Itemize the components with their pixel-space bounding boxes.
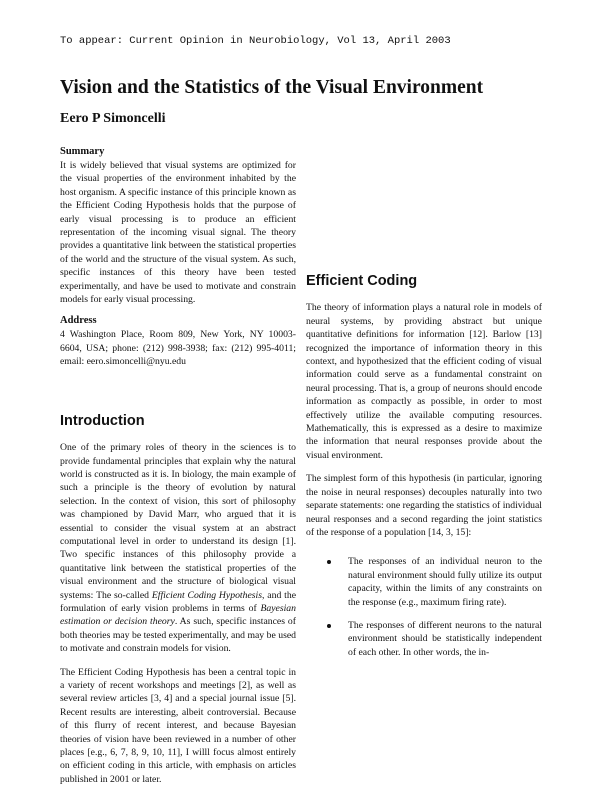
paper-title: Vision and the Statistics of the Visual Environment	[60, 77, 484, 98]
bullet-icon	[327, 624, 331, 628]
introduction-paragraph-1	[60, 441, 296, 656]
author-name: Eero P Simoncelli	[60, 111, 166, 126]
intro-text-3: . As such, specific instances of both theories may be tested experimentally, and may be used to motivate and constrain models for vision.	[60, 616, 296, 655]
efficient-coding-heading: Efficient Coding	[306, 273, 418, 289]
intro-text-2: , and the formulation of early vision problems in terms of	[60, 589, 296, 614]
running-header: To appear: Current Opinion in Neurobiology, Vol 13, April 2003	[60, 35, 451, 47]
intro-emphasis-efficient-coding: Efficient Coding Hypothesis	[151, 589, 262, 601]
list-item	[327, 555, 542, 609]
hypothesis-bullet-list	[306, 555, 542, 659]
address-heading: Address	[60, 315, 97, 327]
summary-heading: Summary	[60, 146, 105, 157]
efficient-coding-paragraph-1: The theory of information plays a natural role in models of neural systems, by providing abstract but unique quantitative definitions for information [12]. Barlow [13] recognized the importance of information theory in this context, and hypothesized that the efficient coding of visual information could serve as a fundamental constraint on neural processing. That is, a group of neurons should encode information as compactly as possible, in order to most effectively utilize the available computing resources. Mathematically, this is expressed as a desire to maximize the information that neural responses provide about the visual environment.	[306, 302, 542, 461]
introduction-paragraph-2: The Efficient Coding Hypothesis has been a central topic in a variety of recent workshops and meetings [2], as well as several review articles [3, 4] and a special journal issue [5]. Recent results are interesting, albeit controversial. Because of this flurry of recent interest, and because Bayesian theories of vision have been reviewed in a number of other places [e.g., 6, 7, 8, 9, 10, 11], I willl focus almost entirely on efficient coding in this article, with emphasis on articles published in 2001 or later.	[60, 666, 296, 785]
summary-text: It is widely believed that visual systems are optimized for the visual properties of the environment inhabited by the host organism. A specific instance of this principle known as the Efficient Coding Hypothesis holds that the purpose of early visual processing is to produce an efficient representation of the incoming visual signal. The theory provides a quantitative link between the statistical properties of the world and the structure of the visual system. As such, specific instances of this theory have been tested experimentally, and have be used to motivate and constrain models for early visual processing.	[60, 160, 296, 306]
right-column	[306, 147, 542, 669]
left-column	[60, 145, 296, 785]
list-item	[327, 619, 542, 659]
address-text: 4 Washington Place, Room 809, New York, NY 10003-6604, USA; phone: (212) 998-3938; fax: (212) 995-4011; email: eero.simoncelli@nyu.edu	[60, 329, 296, 368]
efficient-coding-paragraph-2: The simplest form of this hypothesis (in particular, ignoring the noise in neural responses) decouples naturally into two separate statements: one regarding the statistics of individual neural responses and a second regarding the joint statistics of the response of a population [14, 3, 15]:	[306, 473, 542, 538]
intro-text-1: One of the primary roles of theory in the sciences is to provide fundamental principles that explain why the natural world is constructed as it is. In biology, the main example of such a principle is the theory of evolution by natural selection. In the context of vision, this sort of philosophy was championed by David Marr, who argued that it is essential to consider the visual system at an abstract computational level in order to understand its design [1]. Two specific instances of this philosophy provide a quantitative link between the statistical properties of the visual environment and the structure of biological visual systems: The so-called	[60, 442, 296, 601]
introduction-heading: Introduction	[60, 412, 145, 429]
bullet-text: The responses of different neurons to the natural environment should be statistically independent of each other. In other words, the in-	[348, 619, 542, 658]
intro-emphasis-bayesian: Bayesian estimation or decision theory	[60, 602, 296, 628]
bullet-icon	[327, 560, 331, 564]
bullet-text: The responses of an individual neuron to the natural environment should fully utilize its output capacity, within the limits of any constraints on the response (e.g., maximum firing rate).	[348, 556, 542, 608]
